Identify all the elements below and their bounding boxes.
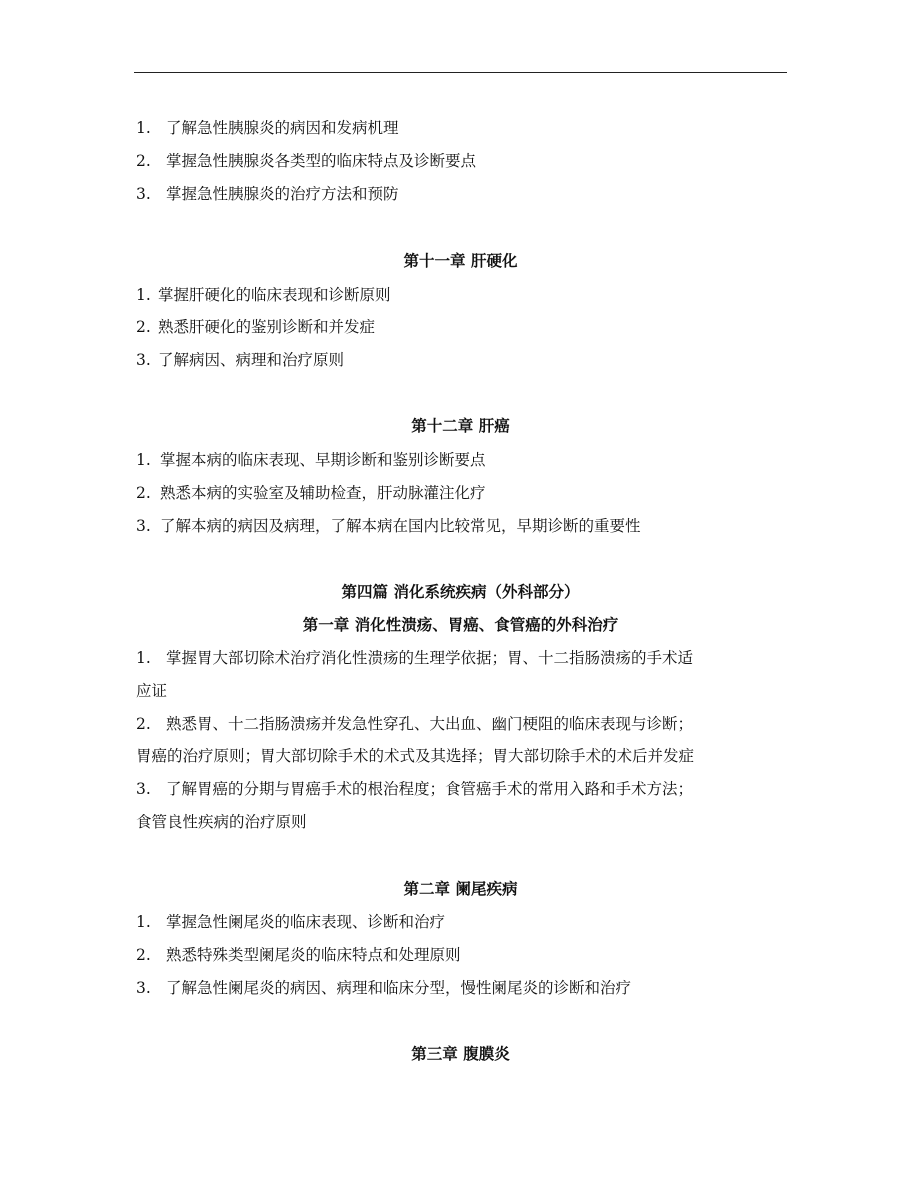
list-text: 掌握肝硬化的临床表现和诊断原则 <box>158 286 391 304</box>
list-text: 了解病因、病理和治疗原则 <box>158 351 345 369</box>
list-number: 3. <box>136 780 151 798</box>
list-text: 掌握本病的临床表现、早期诊断和鉴别诊断要点 <box>160 451 486 469</box>
list-item <box>136 713 786 735</box>
list-number: 1. <box>136 649 151 667</box>
list-text: 了解急性阑尾炎的病因、病理和临床分型，慢性阑尾炎的诊断和治疗 <box>166 979 632 997</box>
list-number: 1. <box>136 286 151 304</box>
chapter-title: 第十一章 肝硬化 <box>403 251 518 270</box>
list-item <box>136 482 786 504</box>
list-number: 3. <box>136 979 151 997</box>
chapter-title: 第三章 腹膜炎 <box>411 1044 510 1063</box>
list-item <box>136 977 786 999</box>
list-text: 熟悉本病的实验室及辅助检查，肝动脉灌注化疗 <box>160 484 486 502</box>
list-item <box>136 150 786 172</box>
list-item <box>136 316 786 338</box>
list-item <box>136 284 786 306</box>
list-text: 了解本病的病因及病理，了解本病在国内比较常见，早期诊断的重要性 <box>160 517 641 535</box>
list-item <box>136 349 786 371</box>
list-text: 掌握急性胰腺炎各类型的临床特点及诊断要点 <box>166 152 477 170</box>
chapter-title: 第十二章 肝癌 <box>411 416 510 435</box>
list-text: 熟悉特殊类型阑尾炎的临床特点和处理原则 <box>166 946 461 964</box>
list-item-continuation: 食管良性疾病的治疗原则 <box>136 813 307 831</box>
list-item <box>136 944 786 966</box>
list-number: 3. <box>136 185 151 203</box>
list-item <box>136 117 786 139</box>
list-number: 2. <box>136 152 151 170</box>
list-number: 2. <box>136 318 151 336</box>
list-text: 掌握急性胰腺炎的治疗方法和预防 <box>166 185 399 203</box>
list-text: 熟悉胃、十二指肠溃疡并发急性穿孔、大出血、幽门梗阻的临床表现与诊断； <box>166 715 694 733</box>
list-item <box>136 183 786 205</box>
list-number: 2. <box>136 715 151 733</box>
list-item <box>136 647 786 669</box>
list-text: 了解急性胰腺炎的病因和发病机理 <box>166 119 399 137</box>
list-text: 了解胃癌的分期与胃癌手术的根治程度；食管癌手术的常用入路和手术方法； <box>166 780 694 798</box>
header-rule <box>134 72 787 73</box>
list-number: 2. <box>136 484 151 502</box>
part-title: 第四篇 消化系统疾病（外科部分） <box>341 582 580 601</box>
list-item-continuation: 胃癌的治疗原则；胃大部切除手术的术式及其选择；胃大部切除手术的术后并发症 <box>136 747 695 765</box>
list-item-continuation: 应证 <box>136 682 168 700</box>
list-text: 掌握胃大部切除术治疗消化性溃疡的生理学依据；胃、十二指肠溃疡的手术适 <box>166 649 694 667</box>
list-item <box>136 449 786 471</box>
list-number: 3. <box>136 351 151 369</box>
list-number: 2. <box>136 946 151 964</box>
chapter-title: 第二章 阑尾疾病 <box>403 879 518 898</box>
list-number: 1. <box>136 913 151 931</box>
list-number: 3. <box>136 517 151 535</box>
list-text: 熟悉肝硬化的鉴别诊断和并发症 <box>158 318 376 336</box>
chapter-title: 第一章 消化性溃疡、胃癌、食管癌的外科治疗 <box>302 615 619 634</box>
list-text: 掌握急性阑尾炎的临床表现、诊断和治疗 <box>166 913 446 931</box>
list-number: 1. <box>136 451 151 469</box>
list-item <box>136 911 786 933</box>
list-item <box>136 515 786 537</box>
list-number: 1. <box>136 119 151 137</box>
list-item <box>136 778 786 800</box>
